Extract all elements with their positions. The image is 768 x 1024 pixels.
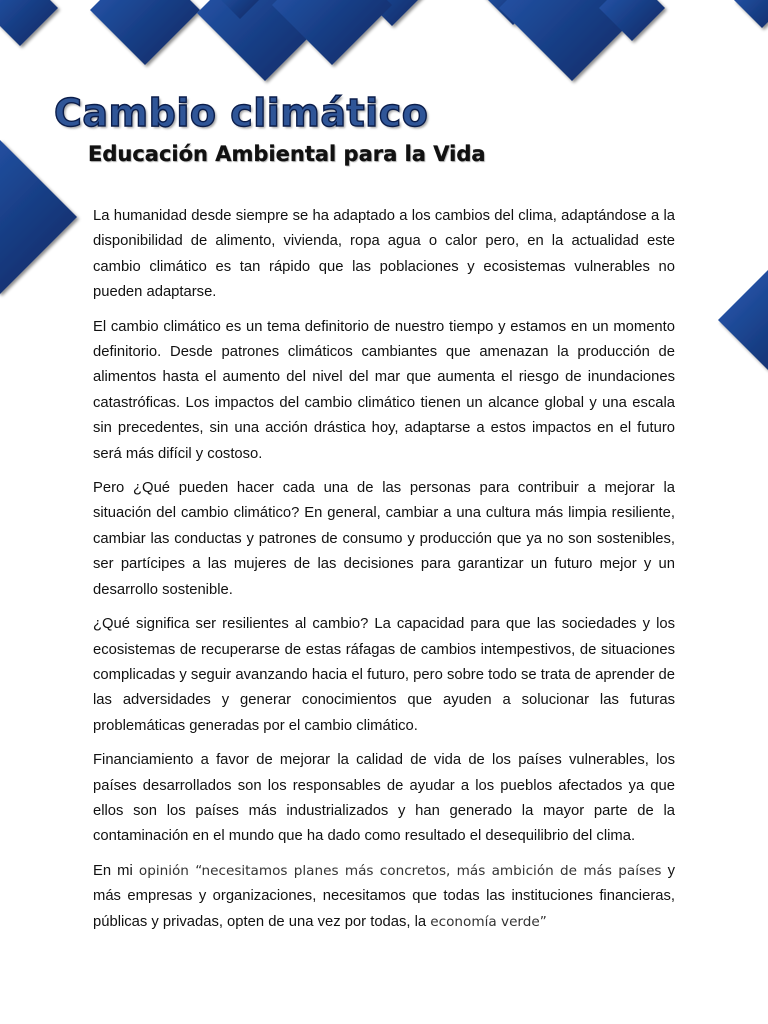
paragraph-2: El cambio climático es un tema definitorio de nuestro tiempo y estamos en un momento definitorio. Desde patrones climáticos cambiantes que amenazan la producción de alimentos hasta el aumento del nivel del mar que aumenta el riesgo de inundaciones catastróficas. Los impactos del cambio climático tienen un alcance global y una escala sin precedentes, sin una acción drástica hoy, adaptarse a estos impactos en el futuro será más difícil y costoso. <box>93 318 675 462</box>
diamond-shape <box>90 0 200 65</box>
closing-text-2: y más empresas y organizaciones, necesitamos que todas las instituciones financieras, públicas y privadas, opten de una vez por todas, la <box>93 862 676 930</box>
diamond-shape <box>0 140 77 294</box>
closing-paragraph <box>93 859 675 935</box>
page-title: Cambio climático <box>54 91 429 135</box>
diamond-shape <box>0 0 58 46</box>
paragraph-1: La humanidad desde siempre se ha adaptado a los cambios del clima, adaptándose a la disponibilidad de alimento, vivienda, ropa agua o calor pero, en la actualidad este cambio climático es tan rápido que las poblaciones y ecosistemas vulnerables no pueden adaptarse. <box>93 208 675 301</box>
paragraph-4: ¿Qué significa ser resilientes al cambio? La capacidad para que las sociedades y los ecosistemas de recuperarse de estas ráfagas de cambios intempestivos, de situaciones complicadas y seguir avanzando hacia el futuro, pero sobre todo se trata de aprender de las adversidades y generar conocimientos que ayuden a solucionar las futuras problemáticas generadas por el cambio climático. <box>93 616 675 734</box>
closing-text-1: En mi <box>93 862 139 879</box>
diamond-shape <box>734 0 768 28</box>
article-body <box>93 204 675 935</box>
paragraph-3: Pero ¿Qué pueden hacer cada una de las personas para contribuir a mejorar la situación del cambio climático? En general, cambiar a una cultura más limpia resiliente, cambiar las conductas y patrones de consumo y producción que ya no son sostenibles, ser partícipes a las mujeres de las decisiones para garantizar un futuro mejor y un desarrollo sostenible. <box>93 480 675 598</box>
diamond-shape <box>718 270 768 370</box>
paragraph-5: Financiamiento a favor de mejorar la calidad de vida de los países vulnerables, los países desarrollados son los responsables de ayudar a los pueblos afectados ya que ellos son los países más industrializados y han generado la mayor parte de la contaminación en el mundo que ha dado como resultado el desequilibrio del clima. <box>93 752 675 845</box>
closing-quote-start: opinión “necesitamos planes más concretos, más ambición de más países <box>138 862 662 879</box>
closing-quote-end: economía verde” <box>430 913 547 930</box>
page-subtitle: Educación Ambiental para la Vida <box>88 142 486 166</box>
